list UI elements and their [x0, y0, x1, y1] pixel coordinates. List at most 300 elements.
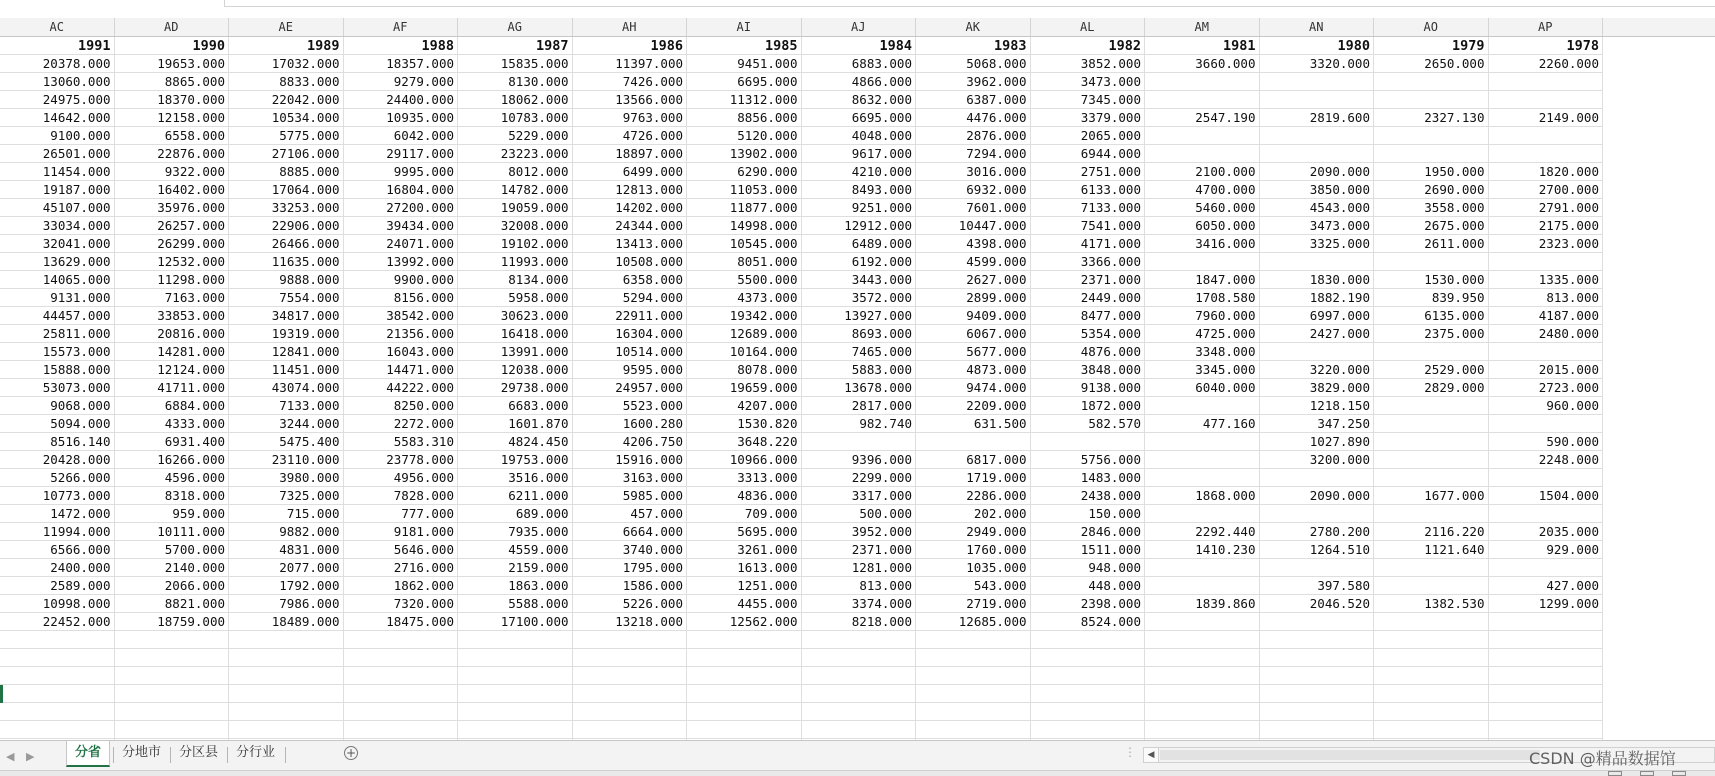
table-cell[interactable] [802, 685, 917, 703]
table-cell[interactable]: 20428.000 [0, 451, 115, 469]
table-cell[interactable] [1145, 667, 1260, 685]
table-cell[interactable] [1374, 127, 1489, 145]
table-cell[interactable]: 5775.000 [229, 127, 344, 145]
table-cell[interactable]: 5068.000 [916, 55, 1031, 73]
table-cell[interactable]: 22906.000 [229, 217, 344, 235]
year-header-cell[interactable]: 1984 [802, 37, 917, 55]
table-cell[interactable] [344, 649, 459, 667]
table-cell[interactable]: 23110.000 [229, 451, 344, 469]
table-cell[interactable]: 8318.000 [115, 487, 230, 505]
table-cell[interactable]: 2780.200 [1260, 523, 1375, 541]
table-cell[interactable]: 19059.000 [458, 199, 573, 217]
table-cell[interactable] [1031, 631, 1146, 649]
table-cell[interactable] [344, 721, 459, 739]
table-cell[interactable] [1489, 343, 1604, 361]
table-cell[interactable]: 2116.220 [1374, 523, 1489, 541]
table-cell[interactable]: 457.000 [573, 505, 688, 523]
table-cell[interactable]: 23778.000 [344, 451, 459, 469]
table-cell[interactable]: 2589.000 [0, 577, 115, 595]
table-cell[interactable]: 5700.000 [115, 541, 230, 559]
table-cell[interactable]: 2100.000 [1145, 163, 1260, 181]
table-cell[interactable] [115, 649, 230, 667]
table-cell[interactable]: 7320.000 [344, 595, 459, 613]
table-cell[interactable]: 19102.000 [458, 235, 573, 253]
table-cell[interactable] [1145, 127, 1260, 145]
table-cell[interactable]: 6884.000 [115, 397, 230, 415]
table-cell[interactable]: 9409.000 [916, 307, 1031, 325]
table-cell[interactable]: 27106.000 [229, 145, 344, 163]
table-cell[interactable]: 3473.000 [1031, 73, 1146, 91]
table-cell[interactable]: 4876.000 [1031, 343, 1146, 361]
table-cell[interactable]: 5475.400 [229, 433, 344, 451]
table-cell[interactable]: 2248.000 [1489, 451, 1604, 469]
table-cell[interactable]: 5460.000 [1145, 199, 1260, 217]
table-cell[interactable]: 5094.000 [0, 415, 115, 433]
table-cell[interactable] [1260, 685, 1375, 703]
table-cell[interactable]: 12532.000 [115, 253, 230, 271]
table-cell[interactable] [573, 667, 688, 685]
table-cell[interactable]: 1868.000 [1145, 487, 1260, 505]
table-cell[interactable]: 12685.000 [916, 613, 1031, 631]
table-cell[interactable]: 10514.000 [573, 343, 688, 361]
table-cell[interactable]: 11635.000 [229, 253, 344, 271]
table-cell[interactable]: 24344.000 [573, 217, 688, 235]
table-cell[interactable]: 9888.000 [229, 271, 344, 289]
table-cell[interactable]: 11312.000 [687, 91, 802, 109]
table-cell[interactable]: 1382.530 [1374, 595, 1489, 613]
sheet-tab-3[interactable]: 分区县 [178, 745, 218, 760]
table-cell[interactable]: 10783.000 [458, 109, 573, 127]
table-cell[interactable]: 3200.000 [1260, 451, 1375, 469]
table-cell[interactable] [344, 667, 459, 685]
table-cell[interactable]: 12124.000 [115, 361, 230, 379]
table-cell[interactable]: 4398.000 [916, 235, 1031, 253]
table-cell[interactable] [1260, 127, 1375, 145]
table-cell[interactable]: 8051.000 [687, 253, 802, 271]
table-cell[interactable]: 22876.000 [115, 145, 230, 163]
table-cell[interactable]: 9763.000 [573, 109, 688, 127]
table-cell[interactable]: 2046.520 [1260, 595, 1375, 613]
table-cell[interactable]: 948.000 [1031, 559, 1146, 577]
sheet-tab-4[interactable]: 分行业 [235, 745, 275, 760]
table-cell[interactable]: 4873.000 [916, 361, 1031, 379]
scroll-left-icon[interactable]: ◀ [1144, 748, 1159, 762]
table-cell[interactable] [1489, 415, 1604, 433]
table-cell[interactable]: 32008.000 [458, 217, 573, 235]
table-cell[interactable]: 1251.000 [687, 577, 802, 595]
table-cell[interactable] [458, 667, 573, 685]
table-cell[interactable]: 777.000 [344, 505, 459, 523]
table-cell[interactable]: 2015.000 [1489, 361, 1604, 379]
table-cell[interactable] [115, 685, 230, 703]
table-cell[interactable]: 3648.220 [687, 433, 802, 451]
table-cell[interactable]: 10164.000 [687, 343, 802, 361]
column-header-ag[interactable]: AG [458, 18, 573, 36]
table-cell[interactable] [1374, 73, 1489, 91]
table-cell[interactable]: 10111.000 [115, 523, 230, 541]
table-cell[interactable]: 26257.000 [115, 217, 230, 235]
table-cell[interactable]: 2066.000 [115, 577, 230, 595]
table-cell[interactable] [115, 703, 230, 721]
table-cell[interactable]: 4476.000 [916, 109, 1031, 127]
table-cell[interactable]: 11993.000 [458, 253, 573, 271]
table-cell[interactable] [1031, 433, 1146, 451]
table-cell[interactable] [229, 685, 344, 703]
table-cell[interactable]: 26299.000 [115, 235, 230, 253]
table-cell[interactable]: 2400.000 [0, 559, 115, 577]
table-cell[interactable]: 2272.000 [344, 415, 459, 433]
table-cell[interactable]: 9068.000 [0, 397, 115, 415]
table-cell[interactable]: 2791.000 [1489, 199, 1604, 217]
table-cell[interactable]: 1872.000 [1031, 397, 1146, 415]
table-cell[interactable]: 4726.000 [573, 127, 688, 145]
table-cell[interactable] [1489, 73, 1604, 91]
table-cell[interactable]: 2398.000 [1031, 595, 1146, 613]
table-cell[interactable]: 6931.400 [115, 433, 230, 451]
table-cell[interactable]: 2375.000 [1374, 325, 1489, 343]
table-cell[interactable]: 9100.000 [0, 127, 115, 145]
table-cell[interactable]: 347.250 [1260, 415, 1375, 433]
table-cell[interactable] [1374, 397, 1489, 415]
table-cell[interactable]: 15916.000 [573, 451, 688, 469]
table-cell[interactable]: 1862.000 [344, 577, 459, 595]
table-cell[interactable] [1031, 721, 1146, 739]
table-cell[interactable]: 5677.000 [916, 343, 1031, 361]
table-cell[interactable]: 543.000 [916, 577, 1031, 595]
table-cell[interactable]: 4210.000 [802, 163, 917, 181]
column-header-af[interactable]: AF [344, 18, 459, 36]
table-cell[interactable] [1489, 253, 1604, 271]
table-cell[interactable] [687, 703, 802, 721]
table-cell[interactable]: 448.000 [1031, 577, 1146, 595]
table-cell[interactable] [0, 685, 115, 703]
table-cell[interactable]: 8821.000 [115, 595, 230, 613]
year-header-cell[interactable]: 1980 [1260, 37, 1375, 55]
table-cell[interactable]: 4543.000 [1260, 199, 1375, 217]
table-cell[interactable]: 2876.000 [916, 127, 1031, 145]
table-cell[interactable]: 1847.000 [1145, 271, 1260, 289]
table-cell[interactable] [1145, 649, 1260, 667]
table-cell[interactable]: 24957.000 [573, 379, 688, 397]
table-cell[interactable]: 7935.000 [458, 523, 573, 541]
table-cell[interactable]: 4725.000 [1145, 325, 1260, 343]
table-cell[interactable]: 7986.000 [229, 595, 344, 613]
table-cell[interactable] [1374, 577, 1489, 595]
table-cell[interactable]: 2090.000 [1260, 487, 1375, 505]
table-cell[interactable] [1489, 649, 1604, 667]
table-cell[interactable] [916, 721, 1031, 739]
table-cell[interactable] [1031, 703, 1146, 721]
table-cell[interactable]: 3220.000 [1260, 361, 1375, 379]
table-cell[interactable]: 7601.000 [916, 199, 1031, 217]
table-cell[interactable]: 24975.000 [0, 91, 115, 109]
table-cell[interactable]: 19319.000 [229, 325, 344, 343]
table-cell[interactable] [0, 667, 115, 685]
table-cell[interactable]: 7133.000 [1031, 199, 1146, 217]
table-cell[interactable]: 8156.000 [344, 289, 459, 307]
table-cell[interactable]: 3244.000 [229, 415, 344, 433]
table-cell[interactable]: 41711.000 [115, 379, 230, 397]
table-cell[interactable]: 1708.580 [1145, 289, 1260, 307]
year-header-cell[interactable]: 1991 [0, 37, 115, 55]
table-cell[interactable]: 2140.000 [115, 559, 230, 577]
table-cell[interactable] [1145, 703, 1260, 721]
table-cell[interactable]: 5500.000 [687, 271, 802, 289]
table-cell[interactable]: 2077.000 [229, 559, 344, 577]
year-header-cell[interactable]: 1988 [344, 37, 459, 55]
table-cell[interactable]: 1586.000 [573, 577, 688, 595]
table-cell[interactable] [1145, 577, 1260, 595]
table-cell[interactable]: 9181.000 [344, 523, 459, 541]
table-cell[interactable]: 1264.510 [1260, 541, 1375, 559]
table-cell[interactable]: 8856.000 [687, 109, 802, 127]
table-cell[interactable]: 1281.000 [802, 559, 917, 577]
table-cell[interactable]: 6489.000 [802, 235, 917, 253]
table-cell[interactable]: 9138.000 [1031, 379, 1146, 397]
table-cell[interactable] [1260, 91, 1375, 109]
table-cell[interactable] [458, 649, 573, 667]
table-cell[interactable]: 7325.000 [229, 487, 344, 505]
table-cell[interactable]: 13991.000 [458, 343, 573, 361]
table-cell[interactable]: 16418.000 [458, 325, 573, 343]
table-cell[interactable]: 1677.000 [1374, 487, 1489, 505]
table-cell[interactable]: 5985.000 [573, 487, 688, 505]
table-cell[interactable] [802, 433, 917, 451]
table-cell[interactable]: 9279.000 [344, 73, 459, 91]
table-cell[interactable] [1260, 631, 1375, 649]
table-cell[interactable]: 3980.000 [229, 469, 344, 487]
table-cell[interactable] [1374, 649, 1489, 667]
table-cell[interactable]: 13566.000 [573, 91, 688, 109]
table-cell[interactable]: 150.000 [1031, 505, 1146, 523]
table-cell[interactable]: 9451.000 [687, 55, 802, 73]
table-cell[interactable]: 2286.000 [916, 487, 1031, 505]
table-cell[interactable]: 7133.000 [229, 397, 344, 415]
table-cell[interactable]: 11454.000 [0, 163, 115, 181]
table-cell[interactable]: 1218.150 [1260, 397, 1375, 415]
table-cell[interactable]: 33034.000 [0, 217, 115, 235]
table-cell[interactable] [1374, 145, 1489, 163]
table-cell[interactable]: 13413.000 [573, 235, 688, 253]
table-cell[interactable]: 6040.000 [1145, 379, 1260, 397]
table-cell[interactable]: 34817.000 [229, 307, 344, 325]
table-cell[interactable]: 2723.000 [1489, 379, 1604, 397]
table-cell[interactable]: 5646.000 [344, 541, 459, 559]
table-cell[interactable] [1260, 559, 1375, 577]
table-cell[interactable]: 3852.000 [1031, 55, 1146, 73]
table-cell[interactable]: 44457.000 [0, 307, 115, 325]
table-cell[interactable]: 982.740 [802, 415, 917, 433]
table-cell[interactable]: 3325.000 [1260, 235, 1375, 253]
column-header-ah[interactable]: AH [573, 18, 688, 36]
table-cell[interactable]: 2719.000 [916, 595, 1031, 613]
table-cell[interactable] [1145, 145, 1260, 163]
table-cell[interactable]: 18475.000 [344, 613, 459, 631]
table-cell[interactable]: 7960.000 [1145, 307, 1260, 325]
table-cell[interactable] [1260, 73, 1375, 91]
table-cell[interactable]: 2371.000 [802, 541, 917, 559]
table-cell[interactable]: 14065.000 [0, 271, 115, 289]
table-cell[interactable]: 8865.000 [115, 73, 230, 91]
column-header-ae[interactable]: AE [229, 18, 344, 36]
table-cell[interactable] [458, 721, 573, 739]
table-cell[interactable]: 18489.000 [229, 613, 344, 631]
table-cell[interactable] [115, 667, 230, 685]
table-cell[interactable]: 2175.000 [1489, 217, 1604, 235]
table-cell[interactable]: 22042.000 [229, 91, 344, 109]
table-cell[interactable]: 30623.000 [458, 307, 573, 325]
table-cell[interactable]: 6558.000 [115, 127, 230, 145]
table-cell[interactable] [916, 667, 1031, 685]
table-cell[interactable] [1489, 685, 1604, 703]
table-cell[interactable]: 6290.000 [687, 163, 802, 181]
table-cell[interactable]: 6050.000 [1145, 217, 1260, 235]
table-cell[interactable] [458, 685, 573, 703]
table-cell[interactable] [1260, 649, 1375, 667]
table-cell[interactable]: 17032.000 [229, 55, 344, 73]
table-cell[interactable] [1260, 721, 1375, 739]
table-cell[interactable] [1031, 685, 1146, 703]
table-cell[interactable]: 12841.000 [229, 343, 344, 361]
table-cell[interactable]: 2292.440 [1145, 523, 1260, 541]
table-cell[interactable]: 14998.000 [687, 217, 802, 235]
table-cell[interactable]: 1820.000 [1489, 163, 1604, 181]
table-cell[interactable] [573, 649, 688, 667]
table-cell[interactable]: 11994.000 [0, 523, 115, 541]
table-cell[interactable]: 3962.000 [916, 73, 1031, 91]
table-cell[interactable]: 1613.000 [687, 559, 802, 577]
table-cell[interactable]: 21356.000 [344, 325, 459, 343]
table-cell[interactable] [1145, 469, 1260, 487]
table-cell[interactable]: 13218.000 [573, 613, 688, 631]
table-cell[interactable]: 29117.000 [344, 145, 459, 163]
table-cell[interactable]: 10545.000 [687, 235, 802, 253]
table-cell[interactable]: 1830.000 [1260, 271, 1375, 289]
table-cell[interactable]: 4048.000 [802, 127, 917, 145]
table-cell[interactable]: 3348.000 [1145, 343, 1260, 361]
table-cell[interactable]: 813.000 [802, 577, 917, 595]
table-cell[interactable] [1145, 397, 1260, 415]
table-cell[interactable]: 8078.000 [687, 361, 802, 379]
table-cell[interactable]: 500.000 [802, 505, 917, 523]
table-cell[interactable] [1374, 253, 1489, 271]
table-cell[interactable]: 10447.000 [916, 217, 1031, 235]
table-cell[interactable]: 6358.000 [573, 271, 688, 289]
table-cell[interactable]: 2371.000 [1031, 271, 1146, 289]
scroll-split-handle-icon[interactable]: ⋮ [1124, 745, 1136, 759]
table-cell[interactable]: 6067.000 [916, 325, 1031, 343]
table-cell[interactable]: 2299.000 [802, 469, 917, 487]
table-cell[interactable] [1260, 253, 1375, 271]
table-cell[interactable]: 2323.000 [1489, 235, 1604, 253]
column-header-ac[interactable]: AC [0, 18, 115, 36]
table-cell[interactable]: 9131.000 [0, 289, 115, 307]
table-cell[interactable]: 6135.000 [1374, 307, 1489, 325]
table-cell[interactable]: 15573.000 [0, 343, 115, 361]
table-cell[interactable] [1145, 613, 1260, 631]
table-cell[interactable]: 8693.000 [802, 325, 917, 343]
table-cell[interactable]: 10773.000 [0, 487, 115, 505]
table-cell[interactable] [687, 721, 802, 739]
table-cell[interactable]: 2675.000 [1374, 217, 1489, 235]
table-cell[interactable]: 3558.000 [1374, 199, 1489, 217]
table-cell[interactable]: 6042.000 [344, 127, 459, 145]
table-cell[interactable]: 2327.130 [1374, 109, 1489, 127]
table-cell[interactable]: 1601.870 [458, 415, 573, 433]
table-cell[interactable]: 3443.000 [802, 271, 917, 289]
table-cell[interactable] [687, 685, 802, 703]
table-cell[interactable]: 2751.000 [1031, 163, 1146, 181]
table-cell[interactable]: 6817.000 [916, 451, 1031, 469]
table-cell[interactable]: 5266.000 [0, 469, 115, 487]
table-cell[interactable]: 12158.000 [115, 109, 230, 127]
table-cell[interactable]: 1483.000 [1031, 469, 1146, 487]
table-cell[interactable]: 689.000 [458, 505, 573, 523]
table-cell[interactable] [229, 649, 344, 667]
table-cell[interactable] [1374, 433, 1489, 451]
table-cell[interactable]: 2159.000 [458, 559, 573, 577]
table-cell[interactable]: 20816.000 [115, 325, 230, 343]
column-header-ao[interactable]: AO [1374, 18, 1489, 36]
table-cell[interactable] [916, 703, 1031, 721]
table-cell[interactable]: 6211.000 [458, 487, 573, 505]
table-cell[interactable]: 32041.000 [0, 235, 115, 253]
table-cell[interactable]: 16266.000 [115, 451, 230, 469]
table-cell[interactable]: 13902.000 [687, 145, 802, 163]
table-cell[interactable]: 7345.000 [1031, 91, 1146, 109]
table-cell[interactable] [573, 703, 688, 721]
table-cell[interactable] [1489, 703, 1604, 721]
table-cell[interactable]: 4373.000 [687, 289, 802, 307]
table-cell[interactable] [1374, 469, 1489, 487]
table-cell[interactable]: 4187.000 [1489, 307, 1604, 325]
table-cell[interactable]: 13678.000 [802, 379, 917, 397]
table-cell[interactable]: 11451.000 [229, 361, 344, 379]
table-cell[interactable]: 1335.000 [1489, 271, 1604, 289]
table-cell[interactable]: 17064.000 [229, 181, 344, 199]
table-cell[interactable] [1145, 91, 1260, 109]
table-cell[interactable] [1260, 667, 1375, 685]
table-cell[interactable]: 19653.000 [115, 55, 230, 73]
table-cell[interactable] [1145, 631, 1260, 649]
table-cell[interactable]: 3740.000 [573, 541, 688, 559]
table-cell[interactable] [1374, 559, 1489, 577]
table-cell[interactable]: 1511.000 [1031, 541, 1146, 559]
table-cell[interactable] [1145, 505, 1260, 523]
table-cell[interactable]: 9322.000 [115, 163, 230, 181]
table-cell[interactable]: 13060.000 [0, 73, 115, 91]
table-cell[interactable]: 9617.000 [802, 145, 917, 163]
table-cell[interactable] [802, 703, 917, 721]
table-cell[interactable]: 12813.000 [573, 181, 688, 199]
year-header-cell[interactable]: 1982 [1031, 37, 1146, 55]
table-cell[interactable]: 5226.000 [573, 595, 688, 613]
year-header-cell[interactable]: 1990 [115, 37, 230, 55]
table-cell[interactable]: 5756.000 [1031, 451, 1146, 469]
table-cell[interactable] [916, 433, 1031, 451]
table-cell[interactable]: 16043.000 [344, 343, 459, 361]
table-cell[interactable] [458, 703, 573, 721]
table-cell[interactable]: 6883.000 [802, 55, 917, 73]
table-cell[interactable] [1489, 91, 1604, 109]
table-cell[interactable] [1489, 613, 1604, 631]
table-cell[interactable]: 1760.000 [916, 541, 1031, 559]
table-cell[interactable]: 16402.000 [115, 181, 230, 199]
table-cell[interactable]: 631.500 [916, 415, 1031, 433]
table-cell[interactable]: 2899.000 [916, 289, 1031, 307]
table-cell[interactable]: 2090.000 [1260, 163, 1375, 181]
table-cell[interactable]: 1410.230 [1145, 541, 1260, 559]
